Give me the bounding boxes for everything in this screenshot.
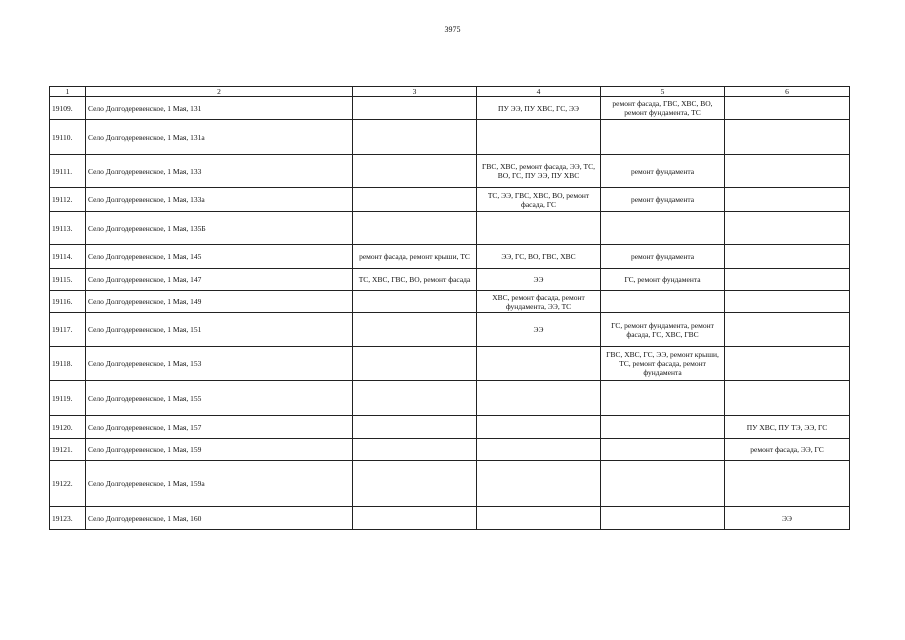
row-address: Село Долгодеревенское, 1 Мая, 159 [86,439,353,461]
row-col6 [725,461,850,507]
row-col4: ЭЭ [477,313,601,347]
row-col4: ЭЭ [477,269,601,291]
row-col6 [725,347,850,381]
row-col6 [725,212,850,245]
row-col5 [601,461,725,507]
row-number: 19114. [50,245,86,269]
row-number: 19111. [50,155,86,188]
row-address: Село Долгодеревенское, 1 Мая, 159а [86,461,353,507]
row-col5 [601,439,725,461]
row-col3 [353,188,477,212]
row-col3: ТС, ХВС, ГВС, ВО, ремонт фасада [353,269,477,291]
row-col5 [601,212,725,245]
row-address: Село Долгодеревенское, 1 Мая, 133 [86,155,353,188]
row-address: Село Долгодеревенское, 1 Мая, 155 [86,381,353,416]
row-col5: ремонт фундамента [601,188,725,212]
row-address: Село Долгодеревенское, 1 Мая, 133а [86,188,353,212]
row-col6 [725,245,850,269]
row-number: 19116. [50,291,86,313]
row-col5 [601,381,725,416]
row-col3 [353,461,477,507]
row-address: Село Долгодеревенское, 1 Мая, 145 [86,245,353,269]
row-col3 [353,416,477,439]
row-number: 19118. [50,347,86,381]
row-col6 [725,97,850,120]
row-col3 [353,439,477,461]
table-row [50,291,850,313]
table-row [50,212,850,245]
row-col3 [353,120,477,155]
row-col6 [725,155,850,188]
row-col4: ПУ ЭЭ, ПУ ХВС, ГС, ЭЭ [477,97,601,120]
row-col4 [477,507,601,530]
column-header: 1 [50,87,86,97]
table-row [50,245,850,269]
table-row [50,347,850,381]
header-row [50,87,850,97]
column-header: 4 [477,87,601,97]
table-row [50,120,850,155]
row-number: 19120. [50,416,86,439]
row-number: 19115. [50,269,86,291]
row-number: 19117. [50,313,86,347]
table-row [50,461,850,507]
row-number: 19110. [50,120,86,155]
row-col4 [477,416,601,439]
table-row [50,507,850,530]
row-number: 19122. [50,461,86,507]
row-col5: ГВС, ХВС, ГС, ЭЭ, ремонт крыши, ТС, ремонт фасада, ремонт фундамента [601,347,725,381]
row-col3: ремонт фасада, ремонт крыши, ТС [353,245,477,269]
row-number: 19109. [50,97,86,120]
row-col4 [477,120,601,155]
row-col3 [353,313,477,347]
row-col6 [725,188,850,212]
row-col4: ЭЭ, ГС, ВО, ГВС, ХВС [477,245,601,269]
row-col4 [477,212,601,245]
row-col6 [725,269,850,291]
row-col4: ХВС, ремонт фасада, ремонт фундамента, ЭЭ, ТС [477,291,601,313]
row-col4 [477,461,601,507]
row-address: Село Долгодеревенское, 1 Мая, 151 [86,313,353,347]
row-col5: ГС, ремонт фундамента [601,269,725,291]
table-row [50,313,850,347]
row-col4 [477,439,601,461]
row-col6: ремонт фасада, ЭЭ, ГС [725,439,850,461]
table-row [50,381,850,416]
row-col6 [725,120,850,155]
table-row [50,269,850,291]
row-col5: ремонт фундамента [601,155,725,188]
column-header: 3 [353,87,477,97]
row-col3 [353,507,477,530]
row-address: Село Долгодеревенское, 1 Мая, 147 [86,269,353,291]
row-col3 [353,97,477,120]
row-number: 19121. [50,439,86,461]
row-address: Село Долгодеревенское, 1 Мая, 160 [86,507,353,530]
row-col5 [601,120,725,155]
row-col5: ремонт фундамента [601,245,725,269]
row-address: Село Долгодеревенское, 1 Мая, 153 [86,347,353,381]
row-number: 19119. [50,381,86,416]
row-col4: ГВС, ХВС, ремонт фасада, ЭЭ, ТС, ВО, ГС, ПУ ЭЭ, ПУ ХВС [477,155,601,188]
row-address: Село Долгодеревенское, 1 Мая, 131 [86,97,353,120]
row-col5 [601,507,725,530]
table-row [50,416,850,439]
works-table [49,86,850,530]
row-col4 [477,347,601,381]
row-col6 [725,291,850,313]
row-address: Село Долгодеревенское, 1 Мая, 157 [86,416,353,439]
row-col3 [353,347,477,381]
row-number: 19112. [50,188,86,212]
column-header: 2 [86,87,353,97]
row-col6 [725,313,850,347]
row-col5: ремонт фасада, ГВС, ХВС, ВО, ремонт фундамента, ТС [601,97,725,120]
table-row [50,188,850,212]
table-row [50,439,850,461]
row-col3 [353,291,477,313]
table-row [50,97,850,120]
row-number: 19113. [50,212,86,245]
row-col4: ТС, ЭЭ, ГВС, ХВС, ВО, ремонт фасада, ГС [477,188,601,212]
row-col3 [353,212,477,245]
row-address: Село Долгодеревенское, 1 Мая, 131а [86,120,353,155]
row-col3 [353,381,477,416]
row-col5: ГС, ремонт фундамента, ремонт фасада, ГС, ХВС, ГВС [601,313,725,347]
row-number: 19123. [50,507,86,530]
row-col6: ЭЭ [725,507,850,530]
table-row [50,155,850,188]
row-col6 [725,381,850,416]
page-number: 3975 [444,25,461,34]
column-header: 6 [725,87,850,97]
row-address: Село Долгодеревенское, 1 Мая, 149 [86,291,353,313]
row-col3 [353,155,477,188]
row-col5 [601,416,725,439]
row-address: Село Долгодеревенское, 1 Мая, 135Б [86,212,353,245]
row-col4 [477,381,601,416]
column-header: 5 [601,87,725,97]
row-col6: ПУ ХВС, ПУ ТЭ, ЭЭ, ГС [725,416,850,439]
row-col5 [601,291,725,313]
